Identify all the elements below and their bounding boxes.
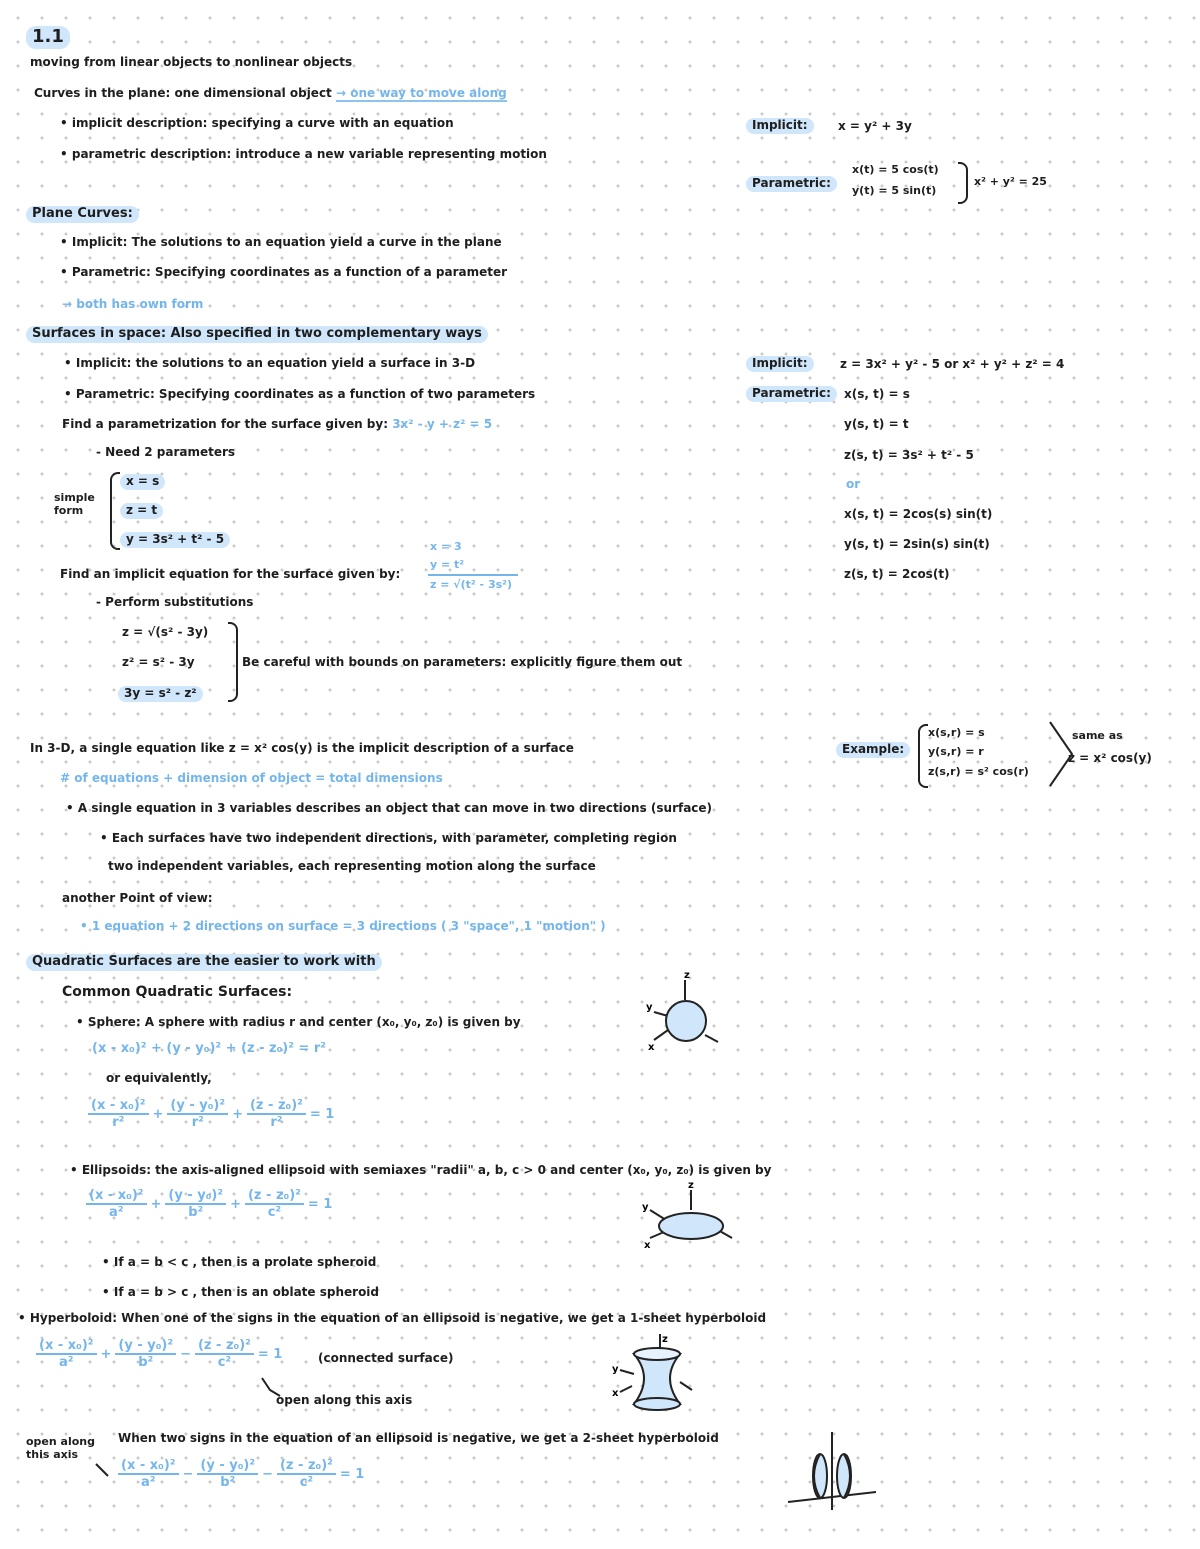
curve-param-y: y(t) = 5 sin(t): [852, 184, 937, 197]
hyperboloid-two-open-label: open along this axis: [26, 1435, 96, 1461]
hyperboloid-one-fraction-eq: (x - x₀)² a² + (y - y₀)² b² − $\frac{\text{(z - z₀)²}}{\text{c²}}$ = 1: [36, 1338, 282, 1370]
step-1: z = √(s² - 3y): [122, 625, 209, 639]
threed-two: two independent variables, each representing motion along the surface: [108, 859, 596, 873]
quadric-subtitle: Common Quadratic Surfaces:: [62, 984, 293, 1000]
ellipsoid-axis-z: z: [688, 1180, 694, 1191]
hyperboloid-two-fraction-eq: (x - x₀)² a² − (y - y₀)² b² − $\frac{\text{(z - z₀)²}}{\text{c²}}$ = 1: [118, 1458, 364, 1490]
given-y: y = t²: [430, 558, 465, 571]
curves-implicit-desc: • implicit description: specifying a curve with an equation: [60, 116, 454, 130]
surface-param2-y: y(s, t) = 2sin(s) sin(t): [844, 537, 990, 551]
sphere-fraction-eq: (x - x₀)² r² + (y - y₀)² r² + $\frac{\text{(z - z₀)²}}{\text{r²}}$ = 1: [88, 1098, 334, 1130]
threed-another: another Point of view:: [62, 891, 213, 905]
sys-y: y = 3s² + t² - 5: [120, 532, 230, 548]
example-brace-left: [918, 724, 928, 788]
threed-line: In 3-D, a single equation like z = x² cos(y) is the implicit description of a surface: [30, 741, 574, 755]
plane-curves-title: Plane Curves:: [26, 206, 139, 223]
hyperboloid-one-sheet-diagram: [610, 1334, 700, 1424]
ellipsoid-cond-prolate: • If a = b < c , then is a prolate spheroid: [102, 1255, 377, 1269]
surfaces-implicit: • Implicit: the solutions to an equation yield a surface in 3-D: [64, 356, 476, 370]
example-result: z = x² cos(y): [1068, 751, 1152, 765]
quadric-title: Quadratic Surfaces are the easier to work with: [26, 954, 382, 971]
ellipsoid-diagram: [636, 1180, 736, 1260]
sphere-axis-z: z: [684, 970, 690, 981]
hyperboloid-two-sheet-diagram: [782, 1432, 882, 1512]
curve-implicit-label: Implicit:: [746, 118, 814, 134]
example-y: y(s,r) = r: [928, 745, 984, 758]
given-z: z = √(t² - 3s²): [430, 578, 512, 591]
step-3: 3y = s² - z²: [118, 686, 203, 702]
surface-param-label: Parametric:: [746, 386, 837, 402]
curves-intro-line: Curves in the plane: one dimensional object → one way to move along: [34, 86, 507, 100]
curve-param-x: x(t) = 5 cos(t): [852, 163, 939, 176]
step-2: z² = s² - 3y: [122, 655, 195, 669]
curve-param-brace: [958, 162, 968, 204]
section-number: 1.1: [26, 26, 70, 49]
example-same: same as: [1072, 729, 1123, 742]
steps-note: Be careful with bounds on parameters: explicitly figure them out: [242, 655, 683, 669]
hyp1-axis-z: z: [662, 1334, 668, 1345]
sphere-axis-x: x: [648, 1042, 655, 1053]
sys-x: x = s: [120, 474, 165, 490]
hyperboloid-connected: (connected surface): [318, 1351, 454, 1365]
hyperboloid-one-sheet-desc: • Hyperboloid: When one of the signs in the equation of an ellipsoid is negative, we get a 1-sheet hyperboloid: [18, 1311, 767, 1325]
example-x: x(s,r) = s: [928, 726, 985, 739]
example-z: z(s,r) = s² cos(r): [928, 765, 1029, 778]
sys-z: z = t: [120, 503, 163, 519]
surface-implicit-eq: z = 3x² + y² - 5 or x² + y² + z² = 4: [840, 357, 1065, 371]
surface-param-x: x(s, t) = s: [844, 387, 910, 401]
plane-curves-parametric: • Parametric: Specifying coordinates as a function of a parameter: [60, 265, 508, 279]
curve-implicit-eq: x = y² + 3y: [838, 119, 912, 133]
surface-param2-z: z(s, t) = 2cos(t): [844, 567, 950, 581]
ellipsoid-desc: • Ellipsoids: the axis-aligned ellipsoid with semiaxes "radii" a, b, c > 0 and center (x₀, y₀, z₀) is given by: [70, 1163, 772, 1177]
threed-note: # of equations + dimension of object = total dimensions: [60, 771, 443, 785]
surface-param-z: z(s, t) = 3s² + t² - 5: [844, 448, 974, 462]
curves-parametric-desc: • parametric description: introduce a new variable representing motion: [60, 147, 547, 161]
simple-form-brace: [110, 472, 120, 550]
given-x: x = 3: [430, 540, 462, 553]
steps-brace: [228, 622, 238, 702]
surface-param-y: y(s, t) = t: [844, 417, 909, 431]
threed-each: • Each surfaces have two independent directions, with parameter, completing region: [100, 831, 677, 845]
curve-param-label: Parametric:: [746, 176, 837, 192]
sphere-diagram: [640, 970, 730, 1060]
sphere-desc: • Sphere: A sphere with radius r and center (x₀, y₀, z₀) is given by: [76, 1015, 521, 1029]
ellipsoid-cond-oblate: • If a = b > c , then is an oblate spheroid: [102, 1285, 380, 1299]
need-two-params: - Need 2 parameters: [96, 445, 236, 459]
sphere-axis-y: y: [646, 1002, 653, 1013]
example-label: Example:: [836, 742, 910, 758]
ellipsoid-axis-x: x: [644, 1240, 651, 1251]
find-implicit-prompt: Find an implicit equation for the surface given by:: [60, 567, 401, 581]
surface-param-or: or: [846, 477, 861, 491]
plane-curves-note: → both has own form: [62, 297, 204, 311]
surface-implicit-label: Implicit:: [746, 356, 814, 372]
given-divider: [428, 574, 518, 576]
perform-substitutions: - Perform substitutions: [96, 595, 254, 609]
ellipsoid-axis-y: y: [642, 1202, 649, 1213]
surfaces-parametric: • Parametric: Specifying coordinates as a function of two parameters: [64, 387, 536, 401]
sphere-eq: (x - x₀)² + (y - y₀)² + (z - z₀)² = r²: [92, 1041, 326, 1056]
find-param-prompt: Find a parametrization for the surface given by: 3x² - y + z² = 5: [62, 417, 493, 431]
hyp1-axis-x: x: [612, 1388, 619, 1399]
curve-param-result: x² + y² = 25: [974, 175, 1047, 188]
ellipsoid-fraction-eq: (x - x₀)² a² + (y - y₀)² b² + $\frac{\text{(z - z₀)²}}{\text{c²}}$ = 1: [86, 1188, 332, 1220]
hyperboloid-open-axis: open along this axis: [276, 1393, 413, 1407]
plane-curves-implicit: • Implicit: The solutions to an equation yield a curve in the plane: [60, 235, 502, 249]
sphere-equivalently: or equivalently,: [106, 1071, 212, 1085]
hyperboloid-two-sheet-desc: When two signs in the equation of an ellipsoid is negative, we get a 2-sheet hyperboloid: [118, 1431, 719, 1445]
simple-form-label: simple form: [54, 491, 95, 517]
open-axis-arrow-2: [94, 1460, 118, 1484]
threed-blue: • 1 equation + 2 directions on surface = 3 directions ( 3 "space", 1 "motion" ): [80, 919, 606, 933]
threed-single: • A single equation in 3 variables describes an object that can move in two directions (surface): [66, 801, 713, 815]
surfaces-title: Surfaces in space: Also specified in two complementary ways: [26, 326, 488, 343]
section-subtitle: moving from linear objects to nonlinear objects: [30, 55, 353, 69]
hyp1-axis-y: y: [612, 1364, 619, 1375]
surface-param2-x: x(s, t) = 2cos(s) sin(t): [844, 507, 993, 521]
